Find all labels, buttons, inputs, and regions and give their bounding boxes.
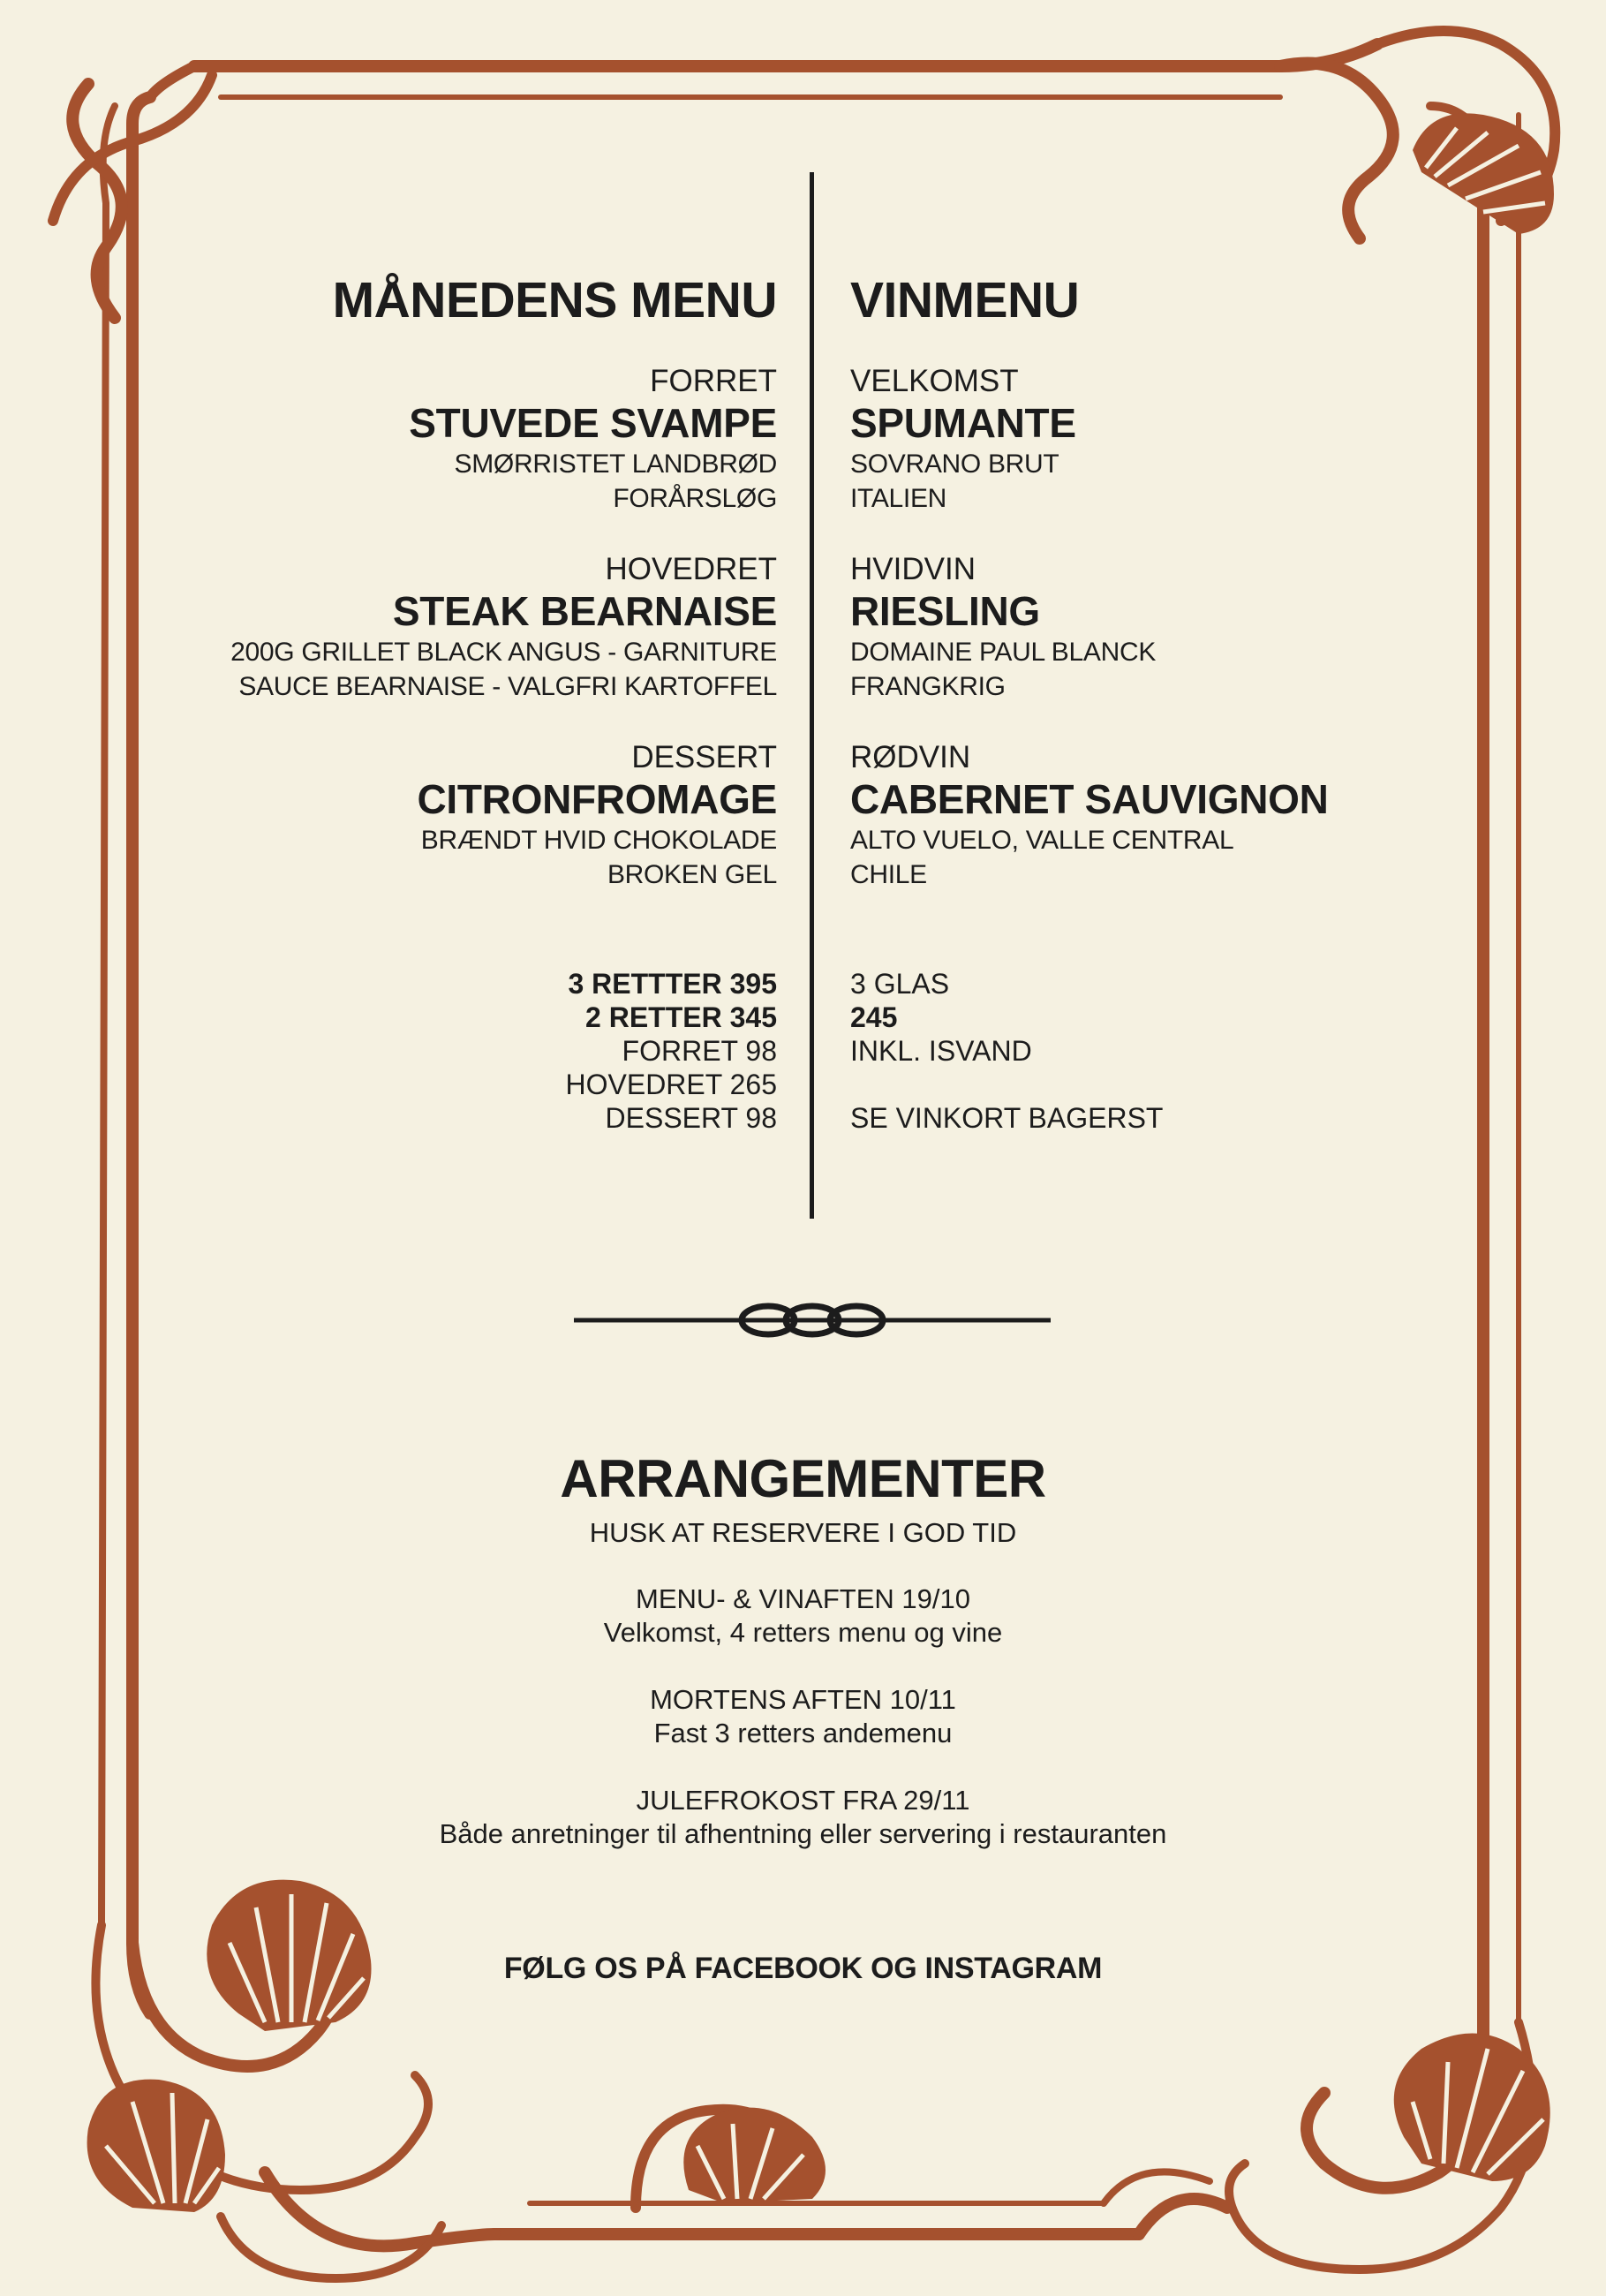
wine-desc: DOMAINE PAUL BLANCK: [850, 638, 1157, 667]
course-desc: BROKEN GEL: [607, 860, 777, 889]
wine-desc: SOVRANO BRUT: [850, 449, 1059, 479]
course-desc: SMØRRISTET LANDBRØD: [454, 449, 777, 479]
wine-white: [850, 552, 1468, 704]
wine-name: SPUMANTE: [850, 400, 1076, 446]
wine-card-note: SE VINKORT BAGERST: [850, 1102, 1164, 1134]
course-desc: BRÆNDT HVID CHOKOLADE: [420, 826, 777, 855]
event-item: [0, 1582, 1606, 1650]
wine-red: [850, 740, 1468, 892]
monthly-menu-heading: MÅNEDENS MENU: [332, 272, 777, 329]
price-line: DESSERT 98: [605, 1102, 777, 1134]
package-line: 3 GLAS: [850, 968, 950, 1000]
wine-label: HVIDVIN: [850, 552, 976, 586]
wine-package: [850, 967, 1468, 1135]
course-label: HOVEDRET: [605, 552, 777, 586]
course-main: [159, 552, 777, 704]
package-price: 245: [850, 1001, 898, 1033]
course-starter: [159, 364, 777, 516]
wine-welcome: [850, 364, 1468, 516]
price-line: 2 RETTER 345: [585, 1001, 777, 1033]
wine-desc: CHILE: [850, 860, 927, 889]
course-dish: STEAK BEARNAISE: [392, 588, 777, 634]
price-line: HOVEDRET 265: [565, 1069, 777, 1100]
course-dessert: [159, 740, 777, 892]
wine-desc: ALTO VUELO, VALLE CENTRAL: [850, 826, 1234, 855]
events-title: ARRANGEMENTER: [560, 1449, 1046, 1508]
wine-label: VELKOMST: [850, 364, 1019, 398]
column-divider: [810, 172, 814, 1219]
event-desc: Både anretninger til afhentning eller servering i restauranten: [439, 1818, 1167, 1849]
event-title: JULEFROKOST FRA 29/11: [636, 1785, 970, 1816]
event-title: MENU- & VINAFTEN 19/10: [636, 1583, 970, 1614]
course-dish: STUVEDE SVAMPE: [409, 400, 777, 446]
course-label: DESSERT: [631, 740, 777, 774]
course-desc: SAUCE BEARNAISE - VALGFRI KARTOFFEL: [238, 672, 777, 701]
social-follow-text: FØLG OS PÅ FACEBOOK OG INSTAGRAM: [503, 1952, 1103, 1985]
events-subtitle: HUSK AT RESERVERE I GOD TID: [589, 1517, 1017, 1548]
knot-divider: [574, 1285, 1051, 1356]
price-line: FORRET 98: [622, 1035, 777, 1067]
event-desc: Fast 3 retters andemenu: [653, 1718, 953, 1748]
course-label: FORRET: [650, 364, 777, 398]
event-item: [0, 1784, 1606, 1851]
event-title: MORTENS AFTEN 10/11: [650, 1684, 956, 1715]
wine-label: RØDVIN: [850, 740, 971, 774]
event-desc: Velkomst, 4 retters menu og vine: [603, 1617, 1003, 1648]
event-item: [0, 1683, 1606, 1750]
wine-menu-heading: VINMENU: [850, 272, 1080, 329]
wine-name: CABERNET SAUVIGNON: [850, 776, 1329, 822]
wine-desc: ITALIEN: [850, 484, 947, 513]
price-line: 3 RETTTER 395: [568, 968, 777, 1000]
menu-prices: [159, 967, 777, 1135]
course-desc: FORÅRSLØG: [613, 484, 777, 513]
package-line: INKL. ISVAND: [850, 1035, 1032, 1067]
course-desc: 200G GRILLET BLACK ANGUS - GARNITURE: [230, 638, 777, 667]
wine-name: RIESLING: [850, 588, 1040, 634]
course-dish: CITRONFROMAGE: [417, 776, 777, 822]
wine-desc: FRANGKRIG: [850, 672, 1006, 701]
